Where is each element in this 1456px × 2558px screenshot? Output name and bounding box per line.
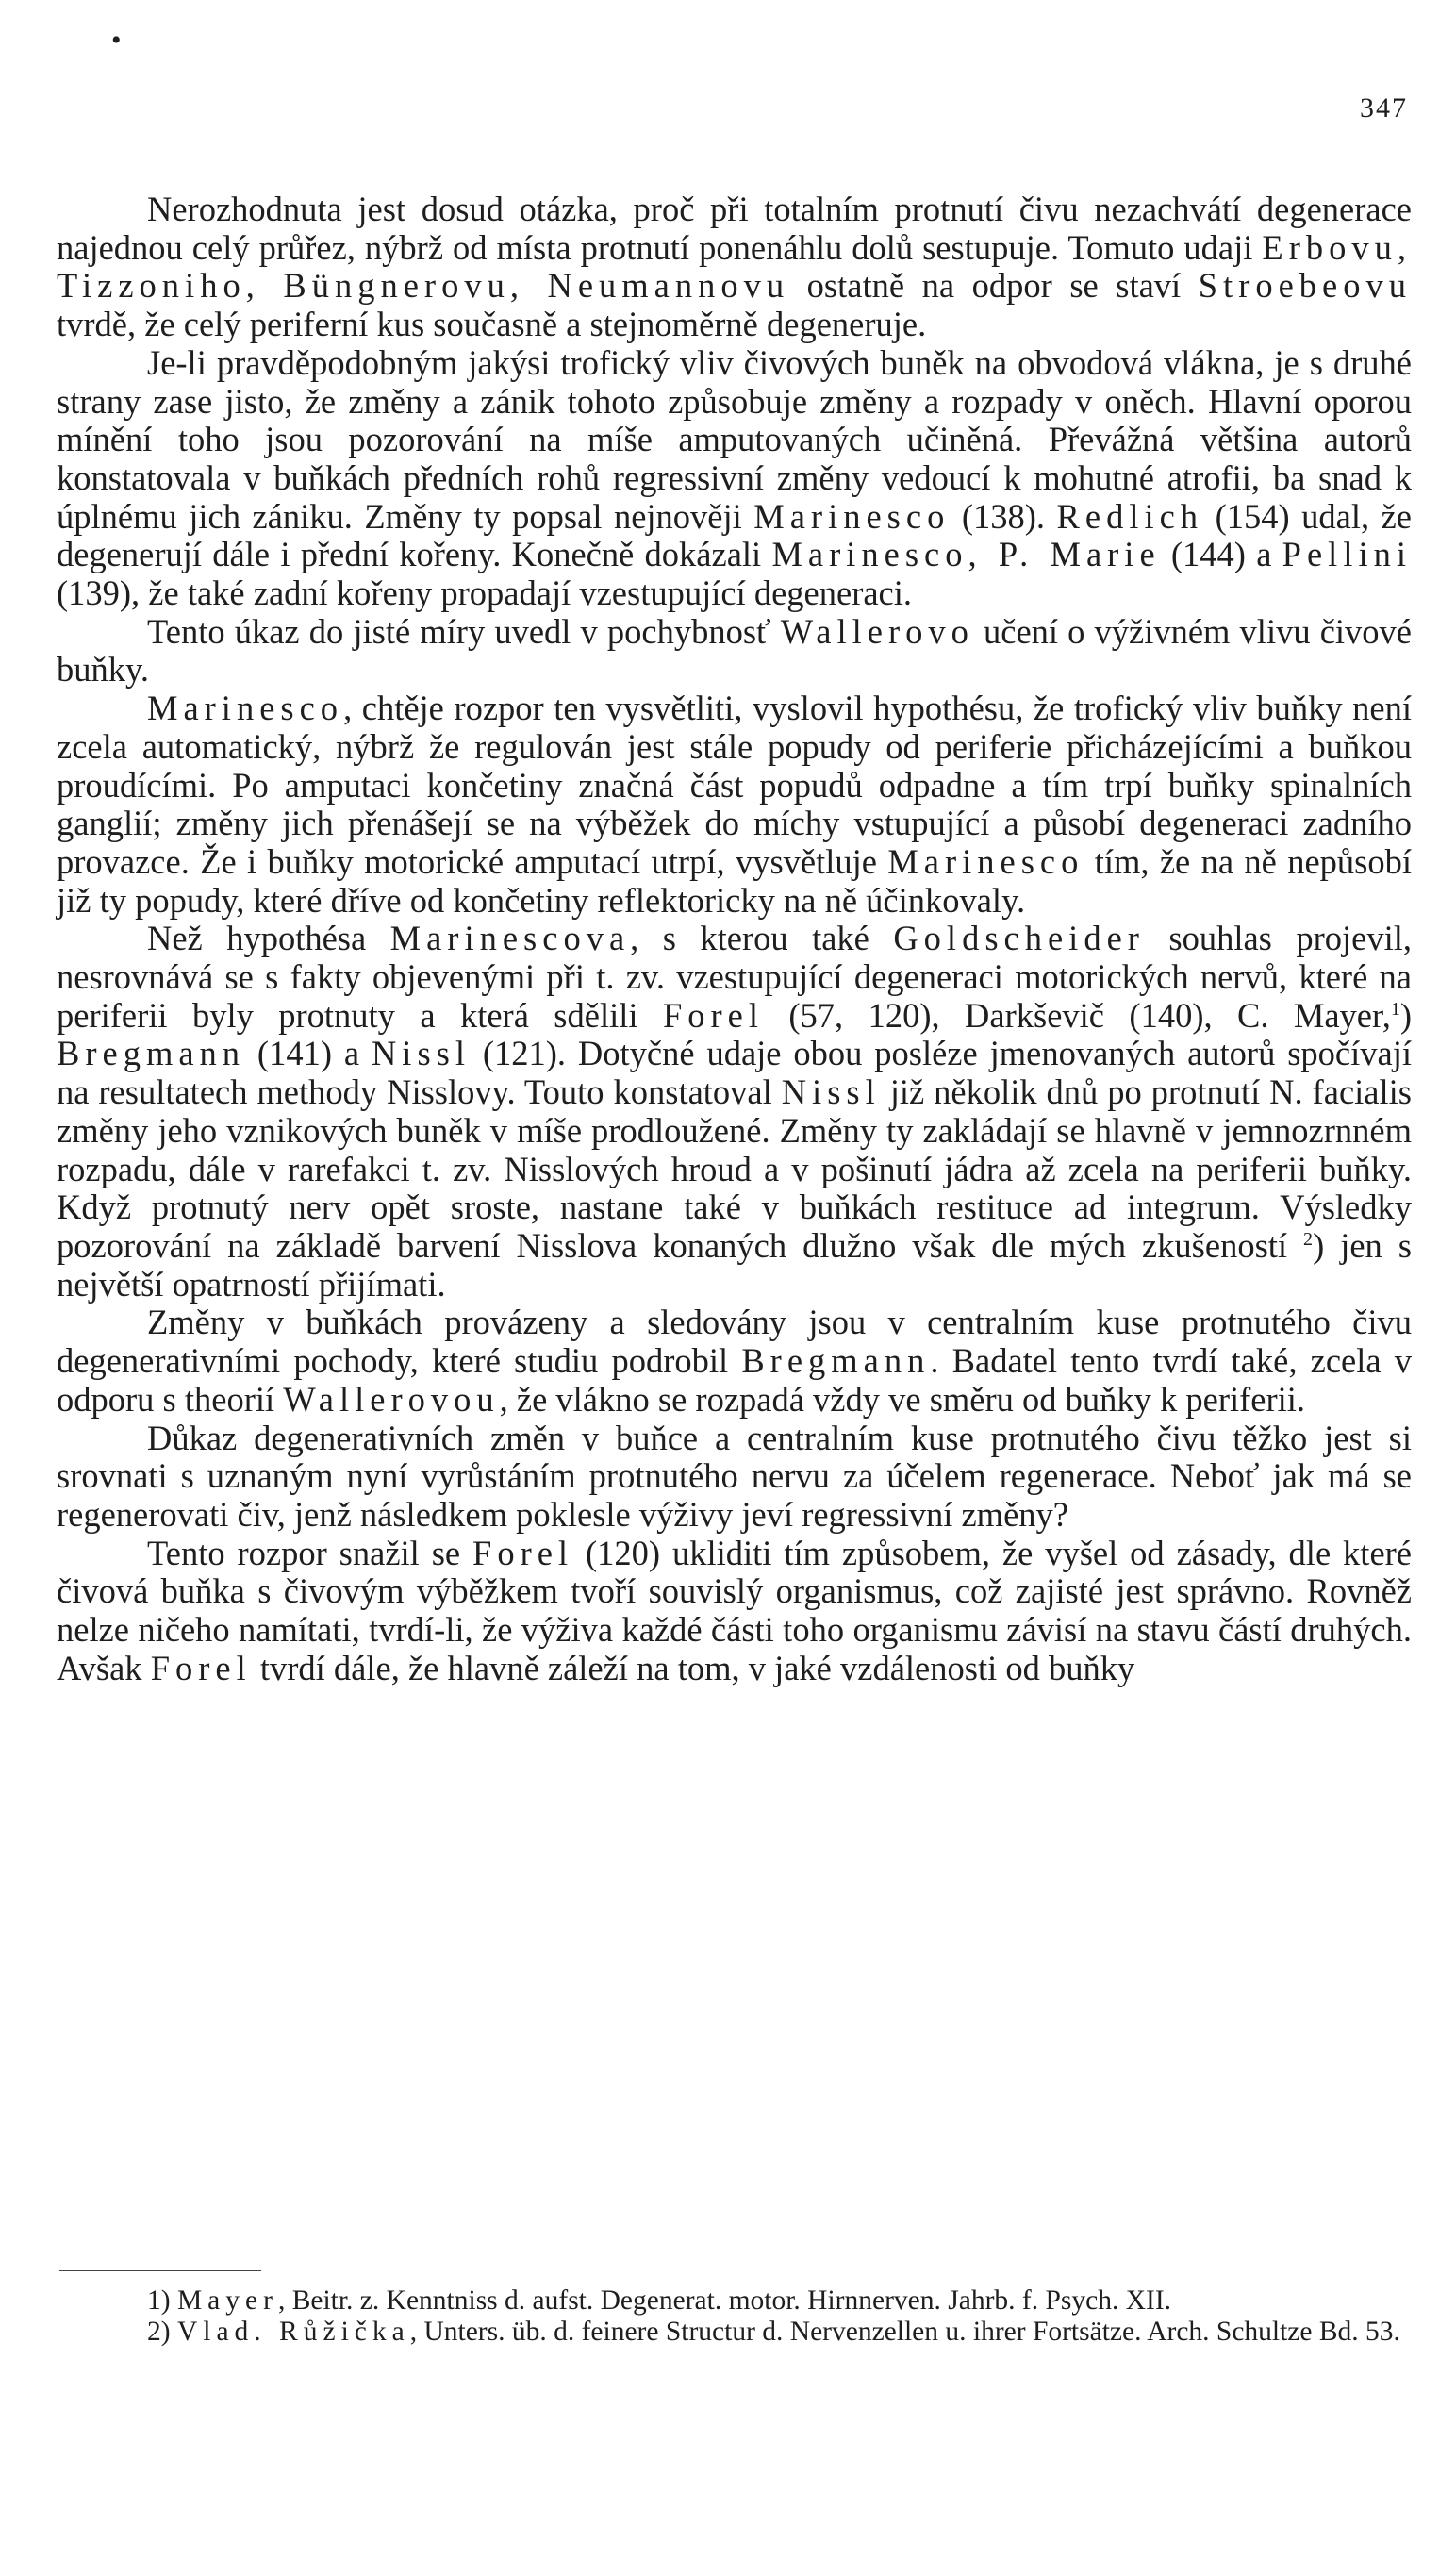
- author-name: Redlich: [1056, 496, 1204, 536]
- text-run: (120) ukliditi tím způsobem, že vyšel od zásady, dle které čivová buňka s čivovým výběžkem tvoří souvislý organismus, což zajisté jest správno. Rovněž nelze ničeho namítati, tvrdí-li, že výživa každé části toho organismu závisí na stavu částí druhých. Avšak: [57, 1533, 1413, 1687]
- text-run: ): [160, 2317, 177, 2347]
- text-run: , Unters. üb. d. feinere Structur d. Nervenzellen u. ihrer Fortsätze. Arch. Schultze Bd. 53.: [409, 2317, 1400, 2347]
- footnote-number: 1: [147, 2285, 161, 2316]
- text-run: tvrdí dále, že hlavně záleží na tom, v jaké vzdálenosti od buňky: [251, 1648, 1135, 1687]
- author-name: Nissl: [781, 1072, 881, 1112]
- author-name: C. Mayer,: [1237, 995, 1391, 1035]
- author-name: Stroebeovu: [1198, 266, 1412, 306]
- text-run: , chtěje rozpor ten vysvětliti, vyslovil hypothésu, že trofický vliv buňky není zcela automatický, nýbrž že regulován jest stále popudy od periferie přicházejícími a buňkou proudícími. Po amputaci končetiny značná část popudů odpadne a tím trpí buňky spinalních ganglií; změny jich přenášejí se na výběžek do míchy vstupující a působí degeneraci zadního provazce. Že i buňky motorické amputací utrpí, vysvětluje: [57, 689, 1412, 881]
- paragraph-3: [57, 613, 1412, 689]
- stray-dot-mark: •: [111, 25, 122, 56]
- footnote-number: 2: [147, 2317, 161, 2347]
- paragraph-1: [57, 191, 1412, 344]
- paragraph-8: [57, 1535, 1412, 1688]
- paragraph-7: [57, 1420, 1412, 1535]
- paragraph-4: [57, 689, 1412, 920]
- author-name: Forel: [150, 1648, 252, 1687]
- text-run: ): [160, 2285, 177, 2316]
- body-text: [57, 191, 1412, 1687]
- author-name: Marinesco: [887, 841, 1084, 881]
- text-run: souhlas projevil, nesrovnává se s fakty objevenými při t. zv. vzestupující degeneraci motorických nervů, které na periferii byly protnuty a která sdělili: [57, 919, 1412, 1035]
- author-name: Darkševič: [965, 995, 1104, 1035]
- text-run: tvrdě, že celý periferní kus současně a stejnoměrně degeneruje.: [57, 305, 927, 344]
- text-run: (154) udal, že degenerují dále i přední kořeny. Konečně dokázali: [57, 496, 1412, 574]
- text-run: Důkaz degenerativních změn v buňce a centralním kuse protnutého čivu těžko jest si srovnati s uznaným nyní vyrůstáním protnutého nervu za účelem regenerace. Neboť jak má se regenerovati čiv, jenž následkem poklesle výživy jeví regressivní změny?: [57, 1418, 1412, 1534]
- author-name: Pellini: [1282, 535, 1412, 574]
- footnote-marker: 2: [1303, 1228, 1314, 1250]
- text-run: (139), že také zadní kořeny propadají vzestupující degeneraci.: [57, 573, 913, 613]
- text-run: (138).: [950, 496, 1057, 536]
- author-name: Mayer: [176, 2285, 278, 2316]
- author-name: Marinescova: [389, 919, 631, 958]
- text-run: (141) a: [245, 1034, 372, 1073]
- text-run: Tento rozpor snažil se: [147, 1533, 473, 1572]
- paragraph-6: [57, 1304, 1412, 1419]
- text-run: (57, 120),: [763, 995, 966, 1035]
- footnote-marker: 1: [1390, 998, 1400, 1020]
- text-run: ) jen s největší opatrností přijímati.: [57, 1225, 1412, 1304]
- text-run: Tento úkaz do jisté míry uvedl v pochybnosť: [147, 611, 781, 651]
- text-run: (144) a: [1160, 535, 1282, 574]
- author-name: Goldscheider: [893, 919, 1145, 958]
- author-name: Forel: [472, 1533, 574, 1572]
- author-name: Vlad. Růžička: [176, 2317, 410, 2347]
- author-names: Marinesco, P. Marie: [771, 535, 1161, 574]
- page-number: 347: [1360, 92, 1408, 124]
- author-name: Wallerovou: [283, 1379, 500, 1419]
- text-run: (121). Dotyčné udaje obou posléze jmenovaných autorů spočívají na resultatech methody Nisslovy. Touto konstatoval: [57, 1034, 1412, 1112]
- author-name: Bregmann: [57, 1034, 246, 1073]
- author-name: Wallerovo: [780, 611, 974, 651]
- text-run: Je-li pravděpodobným jakýsi trofický vliv čivových buněk na obvodová vlákna, je s druhé strany zase jisto, že změny a zánik tohoto způsobuje změny a rozpady v oněch. Hlavní oporou mínění toho jsou pozorování na míše amputovaných učiněná. Převážná většina autorů konstatovala v buňkách předních rohů regressivní změny vedoucí k mohutné atrofii, ba snad k úplnému jich zániku. Změny ty popsal nejnověji: [57, 342, 1412, 536]
- text-run: ostatně na odpor se staví: [789, 266, 1199, 306]
- text-run: tím, že na ně nepůsobí již ty popudy, které dříve od končetiny reflektoricky na ně účinkovaly.: [57, 841, 1412, 920]
- author-name: Nissl: [371, 1034, 471, 1073]
- author-names: Erbovu, Tizzoniho, Büngnerovu, Neumannovu: [57, 227, 1412, 306]
- text-run: již několik dnů po protnutí N. facialis změny jeho vznikových buněk v míše prodloužené. Změny ty zakládají se hlavně v jemnozrnném rozpadu, dále v rarefakci t. zv. Nisslových hroud a v pošinutí jádra až zcela na periferii buňky. Když protnutý nerv opět sroste, nastane také v buňkách restituce ad integrum. Výsledky pozorování na základě barvení Nisslova konaných dlužno však dle mých zkušeností: [57, 1072, 1412, 1265]
- author-name: Marinesco: [147, 689, 344, 728]
- footnote-2: [57, 2317, 1412, 2348]
- paragraph-2: [57, 344, 1412, 613]
- text-run: učení o výživném vlivu čivové buňky.: [57, 611, 1412, 689]
- text-run: Než hypothésa: [147, 919, 390, 958]
- text-run: Změny v buňkách provázeny a sledovány jsou v centralním kuse protnutého čivu degenerativními pochody, které studiu podrobil: [57, 1303, 1412, 1381]
- footnote-divider: [59, 2270, 261, 2271]
- footnote-1: [57, 2285, 1412, 2317]
- text-run: , s kterou také: [630, 919, 894, 958]
- author-name: Bregmann: [741, 1341, 931, 1381]
- author-name: Forel: [662, 995, 764, 1035]
- text-run: , že vlákno se rozpadá vždy ve směru od buňky k periferii.: [499, 1379, 1306, 1419]
- text-run: . Badatel tento tvrdí také, zcela v odporu s theorií: [57, 1341, 1412, 1419]
- footnotes: [57, 2285, 1412, 2348]
- text-run: ): [1399, 995, 1413, 1035]
- text-run: Nerozhodnuta jest dosud otázka, proč při totalním protnutí čivu nezachvátí degenerace najednou celý průřez, nýbrž od místa protnutí ponenáhlu dolů sestupuje. Tomuto udaji: [57, 190, 1412, 267]
- paragraph-5: [57, 920, 1412, 1304]
- text-run: (140),: [1104, 995, 1238, 1035]
- text-run: , Beitr. z. Kenntniss d. aufst. Degenerat. motor. Hirnnerven. Jahrb. f. Psych. XII.: [277, 2285, 1172, 2316]
- author-name: Marinesco: [753, 496, 951, 536]
